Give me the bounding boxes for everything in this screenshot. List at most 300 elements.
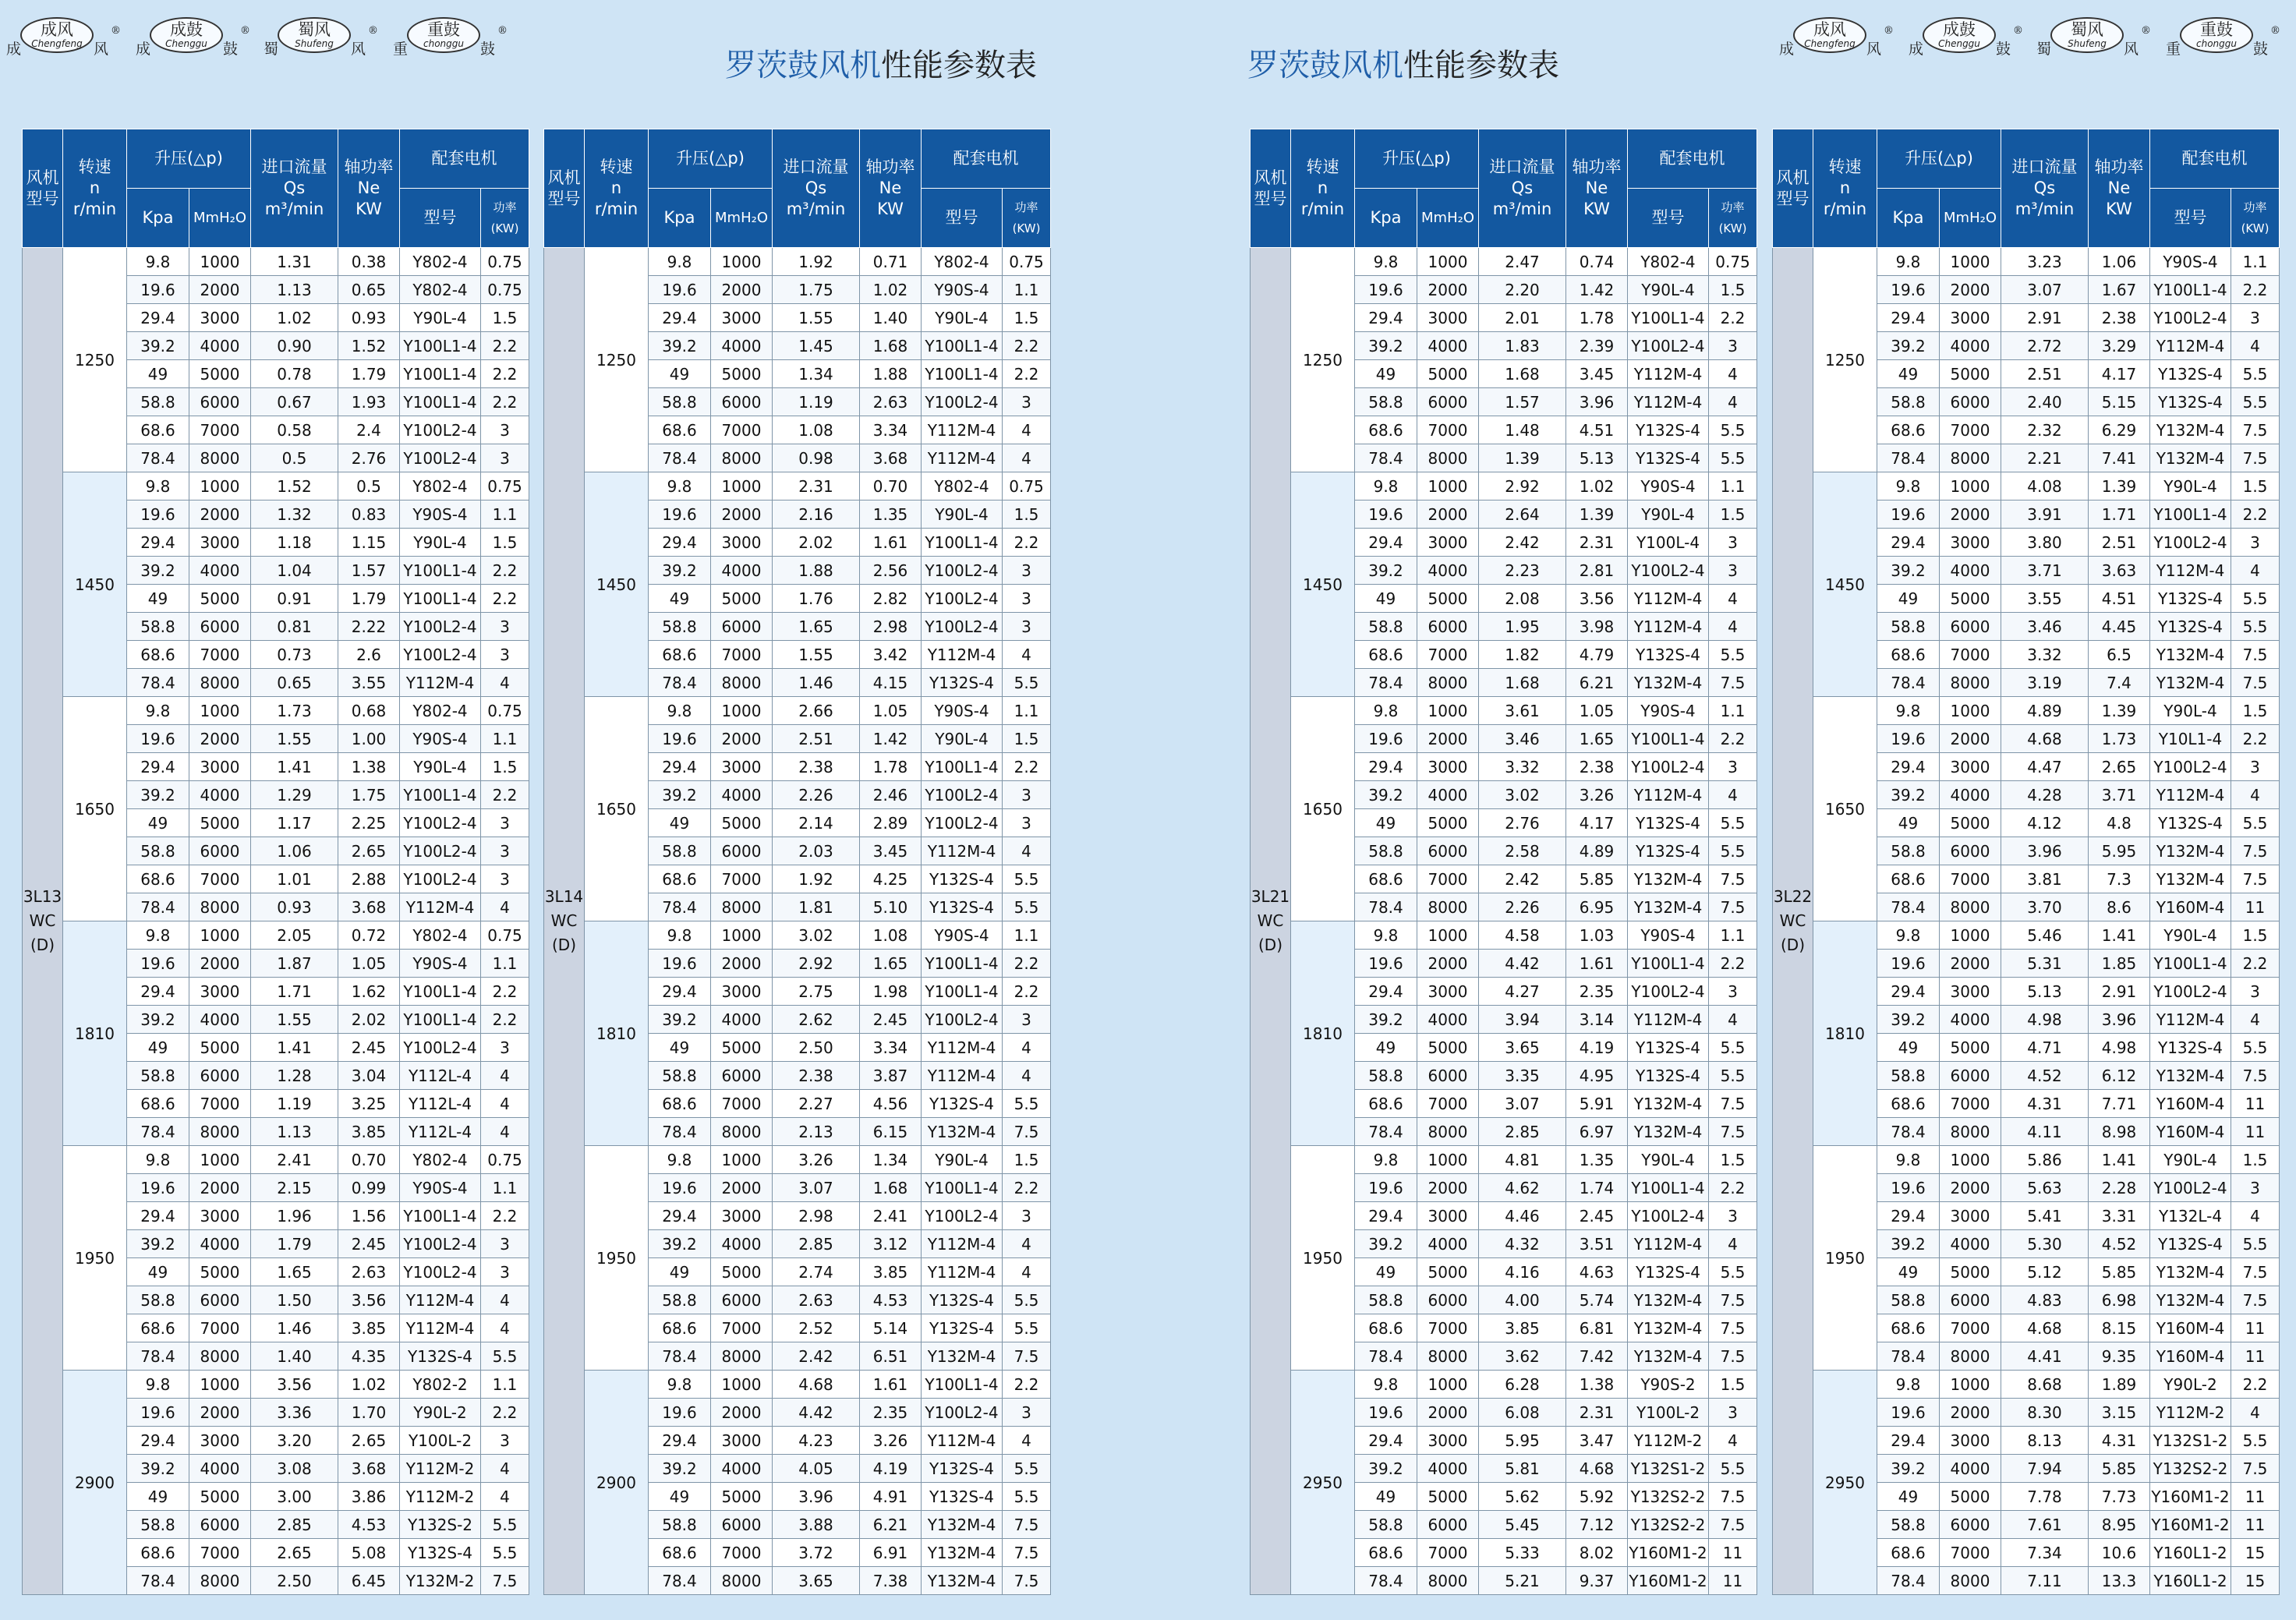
kpa-cell: 68.6 [1877,1314,1940,1342]
kpa-cell: 19.6 [1355,725,1417,753]
motor-model-cell: Y100L2-4 [1628,753,1709,781]
motor-model-cell: Y132S-4 [2150,388,2231,416]
mmh2o-cell: 7000 [1940,416,2001,444]
flow-cell: 4.12 [2001,809,2089,837]
flow-cell: 7.11 [2001,1567,2089,1595]
shaft-power-cell: 1.39 [2089,697,2150,725]
shaft-power-cell: 2.89 [860,809,922,837]
shaft-power-cell: 1.39 [1566,501,1628,529]
motor-model-cell: Y100L2-4 [922,1202,1003,1230]
kpa-cell: 68.6 [1355,1314,1417,1342]
kpa-cell: 78.4 [1877,1567,1940,1595]
brand-side-char: 风 [94,41,109,58]
shaft-power-cell: 5.15 [2089,388,2150,416]
shaft-power-cell: 0.70 [338,1146,400,1174]
shaft-power-cell: 2.76 [338,444,400,472]
motor-power-cell: 3 [1003,809,1051,837]
motor-power-cell: 5.5 [2231,1230,2280,1258]
mmh2o-cell: 7000 [189,1314,251,1342]
flow-cell: 1.17 [251,809,338,837]
mmh2o-cell: 2000 [189,276,251,304]
mmh2o-cell: 5000 [1940,1483,2001,1511]
table-row [1251,697,1757,725]
kpa-cell: 9.8 [1877,697,1940,725]
motor-power-cell: 3 [481,809,529,837]
shaft-power-cell: 3.47 [1566,1427,1628,1455]
shaft-power-cell: 7.73 [2089,1483,2150,1511]
kpa-cell: 9.8 [1355,921,1417,950]
shaft-power-cell: 2.25 [338,809,400,837]
motor-model-cell: Y100L2-4 [400,809,481,837]
motor-model-cell: Y132S2-2 [2150,1455,2231,1483]
shaft-power-cell: 4.51 [2089,585,2150,613]
table-row [23,697,529,725]
mmh2o-cell: 3000 [189,753,251,781]
mmh2o-cell: 4000 [1940,1230,2001,1258]
flow-cell: 1.40 [251,1342,338,1371]
mmh2o-cell: 8000 [1940,893,2001,921]
flow-cell: 2.13 [773,1118,860,1146]
shaft-power-cell: 3.86 [338,1483,400,1511]
flow-cell: 2.20 [1479,276,1566,304]
flow-cell: 7.78 [2001,1483,2089,1511]
kpa-cell: 49 [127,1258,189,1286]
motor-power-cell: 2.2 [481,1202,529,1230]
flow-cell: 1.71 [251,978,338,1006]
mmh2o-cell: 2000 [1417,1174,1479,1202]
mmh2o-cell: 5000 [189,809,251,837]
header-speed: 转速 n r/min [585,129,649,248]
kpa-cell: 58.8 [127,1286,189,1314]
kpa-cell: 9.8 [1877,1146,1940,1174]
kpa-cell: 78.4 [1355,1342,1417,1371]
motor-power-cell: 4 [2231,557,2280,585]
mmh2o-cell: 4000 [1940,1455,2001,1483]
flow-cell: 2.27 [773,1090,860,1118]
kpa-cell: 58.8 [649,1511,711,1539]
flow-cell: 1.75 [773,276,860,304]
shaft-power-cell: 6.21 [860,1511,922,1539]
shaft-power-cell: 3.45 [1566,360,1628,388]
shaft-power-cell: 1.03 [1566,921,1628,950]
motor-power-cell: 7.5 [2231,1286,2280,1314]
motor-model-cell: Y112M-4 [922,1258,1003,1286]
kpa-cell: 68.6 [127,1539,189,1567]
motor-model-cell: Y100L2-4 [2150,529,2231,557]
motor-power-cell: 2.2 [1003,332,1051,360]
flow-cell: 1.55 [773,641,860,669]
motor-model-cell: Y100L1-4 [400,781,481,809]
motor-power-cell: 5.5 [1003,893,1051,921]
motor-model-cell: Y112M-2 [400,1483,481,1511]
speed-cell: 1810 [1813,921,1877,1146]
flow-cell: 4.68 [2001,1314,2089,1342]
shaft-power-cell: 1.78 [860,753,922,781]
header-speed: 转速 n r/min [1291,129,1355,248]
kpa-cell: 19.6 [1355,1174,1417,1202]
motor-model-cell: Y160M-4 [2150,1090,2231,1118]
kpa-cell: 78.4 [127,1118,189,1146]
motor-power-cell: 7.5 [1709,669,1757,697]
motor-power-cell: 3 [2231,753,2280,781]
flow-cell: 7.94 [2001,1455,2089,1483]
motor-model-cell: Y100L2-4 [922,1006,1003,1034]
motor-power-cell: 5.5 [1709,1062,1757,1090]
motor-power-cell: 2.2 [1709,725,1757,753]
motor-model-cell: Y100L2-4 [922,388,1003,416]
flow-cell: 8.13 [2001,1427,2089,1455]
shaft-power-cell: 7.42 [1566,1342,1628,1371]
flow-cell: 2.26 [773,781,860,809]
flow-cell: 3.46 [2001,613,2089,641]
mmh2o-cell: 3000 [711,1202,773,1230]
shaft-power-cell: 1.61 [860,529,922,557]
motor-model-cell: Y112M-4 [1628,1006,1709,1034]
flow-cell: 2.85 [773,1230,860,1258]
motor-model-cell: Y100L1-4 [2150,950,2231,978]
motor-model-cell: Y132M-4 [922,1567,1003,1595]
kpa-cell: 29.4 [1877,978,1940,1006]
kpa-cell: 29.4 [1877,529,1940,557]
mmh2o-cell: 5000 [711,585,773,613]
motor-model-cell: Y90L-4 [1628,501,1709,529]
kpa-cell: 39.2 [127,1230,189,1258]
shaft-power-cell: 4.17 [2089,360,2150,388]
flow-cell: 4.47 [2001,753,2089,781]
brand-cn-name: 蜀风 [2071,20,2103,39]
shaft-power-cell: 4.17 [1566,809,1628,837]
flow-cell: 1.52 [251,472,338,501]
mmh2o-cell: 6000 [189,1511,251,1539]
mmh2o-cell: 4000 [1940,781,2001,809]
motor-power-cell: 1.5 [2231,697,2280,725]
shaft-power-cell: 3.04 [338,1062,400,1090]
flow-cell: 5.95 [1479,1427,1566,1455]
motor-power-cell: 0.75 [1003,248,1051,276]
mmh2o-cell: 6000 [189,1286,251,1314]
table-row [1773,472,2280,501]
shaft-power-cell: 1.78 [1566,304,1628,332]
brand-side-char: 成 [1779,41,1795,58]
motor-power-cell: 11 [2231,1090,2280,1118]
shaft-power-cell: 6.98 [2089,1286,2150,1314]
shaft-power-cell: 5.92 [1566,1483,1628,1511]
shaft-power-cell: 1.61 [1566,950,1628,978]
motor-model-cell: Y100L2-4 [400,613,481,641]
motor-model-cell: Y802-4 [400,248,481,276]
performance-table-3l22 [1772,129,2280,1595]
kpa-cell: 58.8 [1877,837,1940,865]
header-pressure: 升压(△p) [649,129,773,189]
shaft-power-cell: 3.87 [860,1062,922,1090]
kpa-cell: 49 [127,585,189,613]
shaft-power-cell: 8.15 [2089,1314,2150,1342]
shaft-power-cell: 5.13 [1566,444,1628,472]
kpa-cell: 29.4 [127,753,189,781]
flow-cell: 2.02 [773,529,860,557]
flow-cell: 2.23 [1479,557,1566,585]
motor-power-cell: 2.2 [1003,1174,1051,1202]
header-mmh2o: MmH₂O [1417,189,1479,248]
motor-model-cell: Y132S-4 [922,1455,1003,1483]
mmh2o-cell: 3000 [1417,978,1479,1006]
motor-model-cell: Y90L-4 [400,304,481,332]
flow-cell: 2.58 [1479,837,1566,865]
mmh2o-cell: 7000 [189,416,251,444]
kpa-cell: 58.8 [1877,613,1940,641]
kpa-cell: 29.4 [1355,304,1417,332]
mmh2o-cell: 1000 [1940,248,2001,276]
kpa-cell: 49 [1877,809,1940,837]
kpa-cell: 49 [649,1483,711,1511]
shaft-power-cell: 1.65 [1566,725,1628,753]
kpa-cell: 19.6 [127,725,189,753]
mmh2o-cell: 4000 [189,332,251,360]
motor-power-cell: 3 [1003,613,1051,641]
motor-power-cell: 4 [1003,837,1051,865]
flow-cell: 3.56 [251,1371,338,1399]
shaft-power-cell: 2.45 [860,1006,922,1034]
kpa-cell: 19.6 [1355,276,1417,304]
flow-cell: 2.92 [1479,472,1566,501]
shaft-power-cell: 2.65 [2089,753,2150,781]
header-shaft-power: 轴功率 Ne KW [2089,129,2150,248]
motor-model-cell: Y100L1-4 [2150,501,2231,529]
mmh2o-cell: 1000 [1417,1146,1479,1174]
kpa-cell: 58.8 [1355,1286,1417,1314]
flow-cell: 1.55 [251,1006,338,1034]
motor-power-cell: 3 [1003,1202,1051,1230]
header-shaft-power: 轴功率 Ne KW [1566,129,1628,248]
brand-side-char: 风 [2124,41,2139,58]
kpa-cell: 29.4 [127,1202,189,1230]
kpa-cell: 29.4 [1355,529,1417,557]
mmh2o-cell: 7000 [1417,416,1479,444]
flow-cell: 3.96 [2001,837,2089,865]
mmh2o-cell: 6000 [1417,388,1479,416]
mmh2o-cell: 6000 [1940,613,2001,641]
kpa-cell: 9.8 [1877,472,1940,501]
shaft-power-cell: 2.38 [2089,304,2150,332]
motor-power-cell: 5.5 [2231,1427,2280,1455]
kpa-cell: 19.6 [649,725,711,753]
kpa-cell: 58.8 [1355,1062,1417,1090]
shaft-power-cell: 4.25 [860,865,922,893]
shaft-power-cell: 1.05 [860,697,922,725]
motor-power-cell: 1.5 [2231,1146,2280,1174]
header-motor-model: 型号 [1628,189,1709,248]
speed-cell: 1810 [63,921,127,1146]
flow-cell: 2.42 [1479,865,1566,893]
brand-side-char: 鼓 [480,41,496,58]
shaft-power-cell: 6.95 [1566,893,1628,921]
flow-cell: 3.91 [2001,501,2089,529]
kpa-cell: 68.6 [127,865,189,893]
header-motor-power: 功率 (KW) [1003,189,1051,248]
kpa-cell: 39.2 [1877,1455,1940,1483]
motor-power-cell: 3 [2231,1174,2280,1202]
brand-en-name: chonggu [2196,38,2237,49]
flow-cell: 3.96 [773,1483,860,1511]
mmh2o-cell: 7000 [1417,1090,1479,1118]
motor-model-cell: Y132S-4 [2150,360,2231,388]
motor-power-cell: 5.5 [1709,416,1757,444]
mmh2o-cell: 8000 [1940,1567,2001,1595]
kpa-cell: 49 [1355,1483,1417,1511]
shaft-power-cell: 6.91 [860,1539,922,1567]
header-kpa: Kpa [649,189,711,248]
motor-model-cell: Y100L2-4 [1628,978,1709,1006]
table-row [23,248,529,276]
motor-model-cell: Y132M-4 [1628,893,1709,921]
mmh2o-cell: 2000 [1417,1399,1479,1427]
kpa-cell: 9.8 [127,697,189,725]
flow-cell: 5.63 [2001,1174,2089,1202]
mmh2o-cell: 4000 [1417,781,1479,809]
page-title-left [725,41,1037,85]
brand-cn-name: 成鼓 [170,20,203,39]
mmh2o-cell: 3000 [711,978,773,1006]
kpa-cell: 29.4 [127,978,189,1006]
motor-model-cell: Y100L2-4 [922,585,1003,613]
flow-cell: 1.41 [251,1034,338,1062]
motor-model-cell: Y90L-4 [922,304,1003,332]
flow-cell: 1.87 [251,950,338,978]
flow-cell: 1.76 [773,585,860,613]
motor-model-cell: Y132S2-2 [1628,1511,1709,1539]
speed-cell: 1950 [1813,1146,1877,1371]
flow-cell: 5.41 [2001,1202,2089,1230]
mmh2o-cell: 6000 [1940,837,2001,865]
flow-cell: 2.64 [1479,501,1566,529]
shaft-power-cell: 3.25 [338,1090,400,1118]
flow-cell: 4.89 [2001,697,2089,725]
registered-mark: ® [368,25,378,37]
kpa-cell: 9.8 [1355,1371,1417,1399]
motor-model-cell: Y90S-4 [922,697,1003,725]
motor-model-cell: Y100L1-4 [922,332,1003,360]
motor-model-cell: Y132S-4 [922,1483,1003,1511]
mmh2o-cell: 8000 [711,1567,773,1595]
kpa-cell: 19.6 [127,1399,189,1427]
motor-model-cell: Y132M-4 [922,1539,1003,1567]
flow-cell: 6.28 [1479,1371,1566,1399]
flow-cell: 1.46 [773,669,860,697]
flow-cell: 5.45 [1479,1511,1566,1539]
flow-cell: 6.08 [1479,1399,1566,1427]
mmh2o-cell: 4000 [711,1455,773,1483]
mmh2o-cell: 2000 [1940,1399,2001,1427]
mmh2o-cell: 3000 [189,529,251,557]
header-shaft-power: 轴功率 Ne KW [338,129,400,248]
motor-power-cell: 1.5 [1003,1146,1051,1174]
flow-cell: 1.01 [251,865,338,893]
motor-power-cell: 4 [481,1483,529,1511]
motor-power-cell: 5.5 [2231,388,2280,416]
flow-cell: 1.81 [773,893,860,921]
mmh2o-cell: 1000 [1940,697,2001,725]
shaft-power-cell: 1.79 [338,585,400,613]
kpa-cell: 68.6 [1355,865,1417,893]
motor-power-cell: 4 [1003,444,1051,472]
motor-power-cell: 4 [2231,781,2280,809]
registered-mark: ® [2270,25,2280,37]
flow-cell: 4.11 [2001,1118,2089,1146]
mmh2o-cell: 8000 [711,1342,773,1371]
motor-power-cell: 5.5 [1709,837,1757,865]
motor-power-cell: 3 [1709,978,1757,1006]
shaft-power-cell: 1.68 [860,332,922,360]
kpa-cell: 68.6 [1877,416,1940,444]
motor-power-cell: 1.1 [1709,921,1757,950]
motor-model-cell: Y132M-4 [1628,669,1709,697]
table-row [23,921,529,950]
flow-cell: 4.32 [1479,1230,1566,1258]
mmh2o-cell: 7000 [1940,1314,2001,1342]
flow-cell: 4.83 [2001,1286,2089,1314]
table-row [544,1371,1051,1399]
flow-cell: 4.62 [1479,1174,1566,1202]
motor-power-cell: 2.2 [1709,1174,1757,1202]
motor-power-cell: 5.5 [2231,809,2280,837]
shaft-power-cell: 7.71 [2089,1090,2150,1118]
table-row [544,1146,1051,1174]
shaft-power-cell: 6.29 [2089,416,2150,444]
motor-power-cell: 4 [1709,613,1757,641]
motor-power-cell: 2.2 [481,978,529,1006]
flow-cell: 2.85 [1479,1118,1566,1146]
kpa-cell: 39.2 [127,1455,189,1483]
mmh2o-cell: 4000 [1940,332,2001,360]
mmh2o-cell: 8000 [1417,1342,1479,1371]
kpa-cell: 68.6 [649,641,711,669]
kpa-cell: 68.6 [1877,1539,1940,1567]
shaft-power-cell: 4.91 [860,1483,922,1511]
kpa-cell: 49 [1877,1483,1940,1511]
kpa-cell: 49 [1355,360,1417,388]
flow-cell: 2.66 [773,697,860,725]
motor-power-cell: 0.75 [481,921,529,950]
motor-power-cell: 1.1 [1709,697,1757,725]
mmh2o-cell: 6000 [711,388,773,416]
motor-model-cell: Y100L2-4 [2150,304,2231,332]
flow-cell: 1.65 [773,613,860,641]
shaft-power-cell: 1.62 [338,978,400,1006]
motor-power-cell: 4 [1003,1427,1051,1455]
motor-power-cell: 0.75 [481,472,529,501]
shaft-power-cell: 3.68 [338,1455,400,1483]
mmh2o-cell: 8000 [1417,444,1479,472]
motor-power-cell: 3 [2231,978,2280,1006]
motor-power-cell: 4 [2231,1399,2280,1427]
motor-power-cell: 3 [1709,1399,1757,1427]
mmh2o-cell: 5000 [1417,360,1479,388]
header-motor: 配套电机 [1628,129,1757,189]
table-row [1251,1146,1757,1174]
motor-power-cell: 3 [1709,1202,1757,1230]
motor-power-cell: 0.75 [481,248,529,276]
motor-model-cell: Y112M-4 [922,641,1003,669]
shaft-power-cell: 1.74 [1566,1174,1628,1202]
kpa-cell: 49 [1877,360,1940,388]
mmh2o-cell: 1000 [1417,921,1479,950]
motor-power-cell: 4 [481,893,529,921]
shaft-power-cell: 2.88 [338,865,400,893]
mmh2o-cell: 3000 [1417,753,1479,781]
kpa-cell: 9.8 [1877,248,1940,276]
flow-cell: 2.85 [251,1511,338,1539]
kpa-cell: 58.8 [1355,1511,1417,1539]
